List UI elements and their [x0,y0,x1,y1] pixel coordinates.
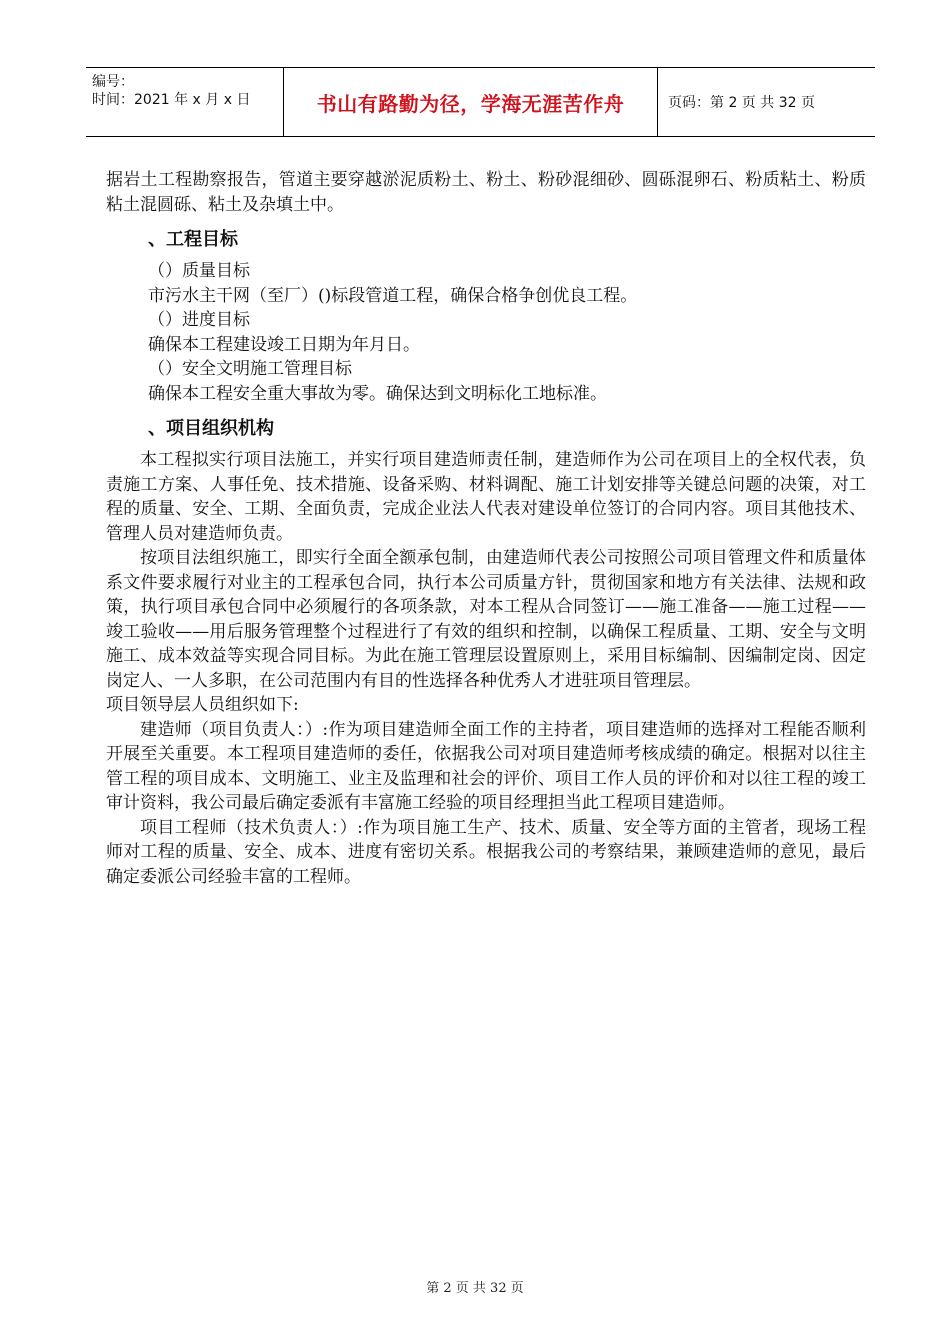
header-meta [86,68,284,136]
quality-goal-label: （）质量目标 [148,261,250,281]
intro-paragraph: 据岩土工程勘察报告，管道主要穿越淤泥质粉土、粉土、粉砂混细砂、圆砾混卵石、粉质粘土、粉质粘土混圆砾、粘土及杂填土中。 [106,170,866,215]
section-heading-goals: 、工程目标 [148,229,238,250]
safety-goal-text: 确保本工程安全重大事故为零。确保达到文明标化工地标准。 [148,383,607,404]
organization-paragraph-4: 建造师（项目负责人：）:作为项目建造师全面工作的主持者，项目建造师的选择对工程能否顺利开展至关重要。本工程项目建造师的委任，依据我公司对项目建造师考核成绩的确定。根据对以往主管工程的项目成本、文明施工、业主及监理和社会的评价、项目工作人员的评价和对以往工程的竣工审计资料，我公司最后确定委派有丰富施工经验的项目经理担当此工程项目建造师。 [106,719,866,813]
organization-paragraph-2: 按项目法组织施工，即实行全面全额承包制，由建造师代表公司按照公司项目管理文件和质量体系文件要求履行对业主的工程承包合同，执行本公司质量方针，贯彻国家和地方有关法律、法规和政策，执行项目承包合同中必须履行的各项条款，对本工程从合同签订——施工准备——施工过程——竣工验收——用后服务管理整个过程进行了有效的组织和控制，以确保工程质量、工期、安全与文明施工、成本效益等实现合同目标。为此在施工管理层设置原则上，采用目标编制、因编制定岗、因定岗定人、一人多职，在公司范围内有目的性选择各种优秀人才进驻项目管理层。 [106,548,866,691]
document-number: 编号： [92,74,134,90]
safety-goal-label: （）安全文明施工管理目标 [148,359,352,379]
page-footer: 第 2 页 共 32 页 [426,1281,524,1296]
section-heading-organization: 、项目组织机构 [148,418,274,439]
organization-paragraph-3: 项目领导层人员组织如下: [106,695,299,715]
schedule-goal-label: （）进度目标 [148,310,250,330]
document-date: 时间：2021 年 x 月 x 日 [92,92,251,108]
page-header [86,67,875,137]
organization-paragraph-1: 本工程拟实行项目法施工，并实行项目建造师责任制，建造师作为公司在项目上的全权代表，负责施工方案、人事任免、技术措施、设备采购、材料调配、施工计划安排等关键总问题的决策，对工程的质量、安全、工期、全面负责，完成企业法人代表对建设单位签订的合同内容。项目其他技术、管理人员对建造师负责。 [106,450,866,544]
quality-goal-text: 市污水主干网（至厂）()标段管道工程，确保合格争创优良工程。 [148,285,638,306]
document-body [106,168,866,889]
header-motto: 书山有路勤为径，学海无涯苦作舟 [284,68,658,136]
header-page-info: 页码：第 2 页 共 32 页 [668,95,815,111]
schedule-goal-text: 确保本工程建设竣工日期为年月日。 [148,334,420,355]
organization-paragraph-5: 项目工程师（技术负责人：）:作为项目施工生产、技术、质量、安全等方面的主管者，现场工程师对工程的质量、安全、成本、进度有密切关系。根据我公司的考察结果，兼顾建造师的意见，最后确定委派公司经验丰富的工程师。 [106,817,866,887]
